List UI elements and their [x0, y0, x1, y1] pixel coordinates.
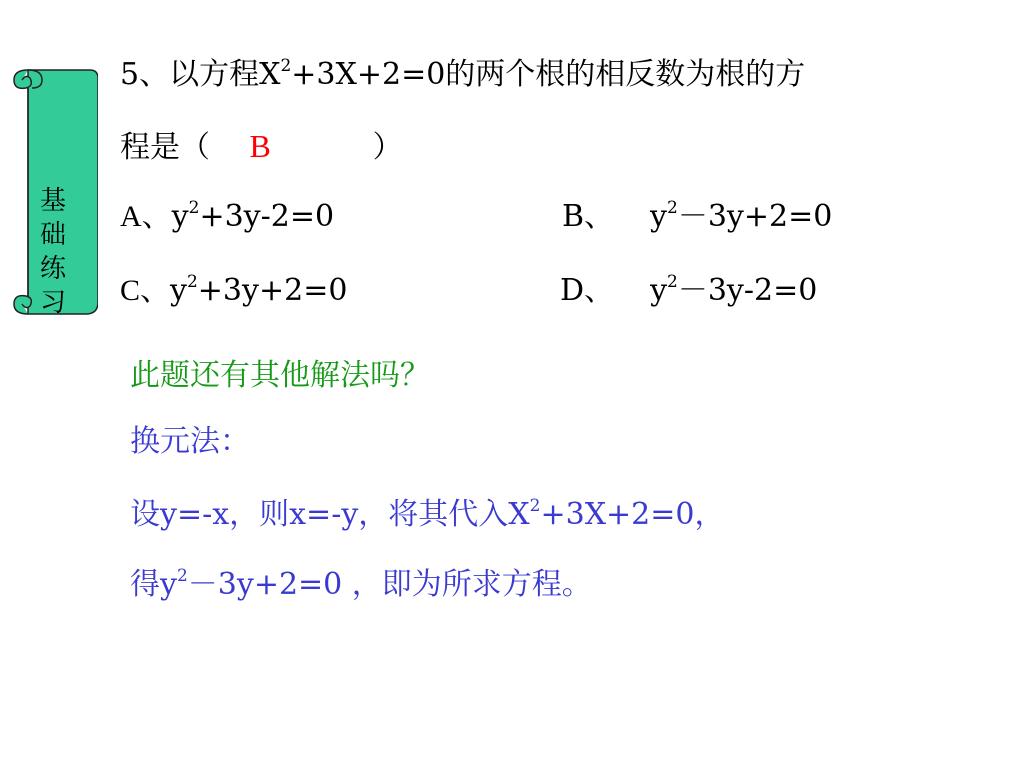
option-text: －3y+2=0	[677, 199, 833, 234]
exponent: 2	[188, 198, 200, 218]
question-line-1	[120, 57, 805, 93]
question-text: 程是（	[120, 130, 210, 165]
solution-text: 得y	[130, 567, 177, 602]
option-a	[120, 199, 334, 235]
discussion-prompt: 此题还有其他解法吗？	[130, 358, 430, 393]
question-text: ）	[372, 130, 403, 165]
question-line-2	[120, 128, 403, 166]
option-text: y	[650, 199, 667, 234]
option-letter: B、	[562, 199, 615, 234]
exponent: 2	[667, 272, 678, 292]
option-text: 、y	[141, 199, 189, 234]
question-text: 5、以方程X	[120, 57, 281, 92]
option-text: 、y	[140, 273, 187, 308]
option-letter: D、	[560, 273, 615, 308]
option-letter: A	[120, 200, 142, 233]
exponent: 2	[176, 566, 188, 586]
option-c	[120, 273, 347, 309]
option-letter: C	[120, 274, 141, 307]
exponent: 2	[186, 272, 198, 292]
option-b	[562, 199, 832, 235]
solution-text: 设y=-x，则x=-y，将其代入X	[130, 497, 530, 532]
option-d	[560, 273, 817, 309]
option-text: +3y-2=0	[199, 199, 335, 234]
solution-text: +3X+2=0，	[540, 497, 725, 532]
solution-text: －3y+2=0 ，即为所求方程。	[187, 567, 592, 602]
exponent: 2	[529, 496, 541, 516]
question-text: +3X+2=0的两个根的相反数为根的方	[291, 57, 806, 92]
option-text: －3y-2=0	[677, 273, 818, 308]
solution-step-1	[130, 497, 725, 533]
answer-letter: B	[249, 128, 271, 164]
option-text: y	[650, 273, 668, 308]
option-text: +3y+2=0	[197, 273, 348, 308]
exponent: 2	[280, 56, 292, 76]
scroll-banner	[8, 66, 98, 318]
exponent: 2	[667, 198, 678, 218]
method-heading: 换元法：	[130, 424, 250, 459]
scroll-label: 基础练习	[39, 186, 66, 318]
solution-step-2	[130, 567, 592, 603]
